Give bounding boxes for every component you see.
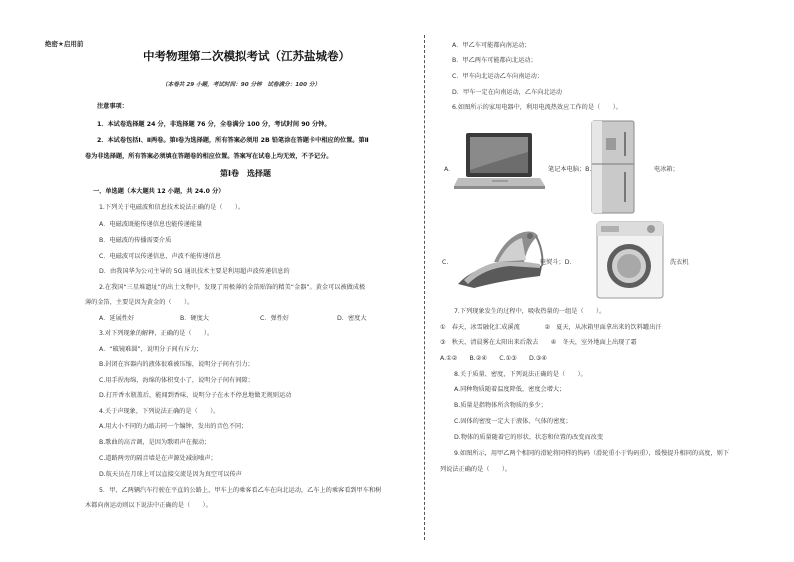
q8-option-c: C.固体的密度一定大于液体、气体的密度； (454, 418, 572, 425)
q8-option-b: B.质量是指物体所含物质的多少； (454, 402, 547, 409)
q7-stem: 7.下列现象发生的过程中，吸收热量的一组是（ ）。 (454, 308, 606, 315)
part-heading: 一、单选题（本大题共 12 小题，共 24.0 分） (93, 188, 225, 195)
q8-stem: 8.关于质量、密度，下列说法正确的是（ ）。 (454, 371, 587, 378)
q2-stem-line2: 薄的金箔，主要是因为黄金的（ ）。 (85, 299, 194, 306)
q4-option-c: C.道路两旁的隔音墙是在声源处减弱噪声； (99, 455, 217, 462)
laptop-image (454, 130, 546, 194)
washing-machine-image (595, 220, 665, 300)
q1-option-b: B．电磁波的传播需要介质 (99, 237, 172, 244)
q5-option-d: D．甲车一定在向南运动，乙车向北运动 (452, 89, 562, 96)
notes-heading: 注意事项： (97, 103, 128, 110)
q1-option-a: A．电磁波既能传递信息也能传递能量 (99, 221, 203, 228)
q2-stem-line1: 2.在我国“三星堆遗址”的出土文物中，发现了用极薄的金箔贴饰的精美“金器”。黄金可以被做成极 (99, 284, 366, 291)
q1-stem: 1.下列关于电磁波和信息技术说法正确的是（ ）。 (99, 204, 245, 211)
q7-item-1-2: ① 春天，冰雪融化汇成溪流 ② 夏天，从冰箱里面拿出来的饮料罐出汗 (440, 324, 662, 331)
q2-option-c: C．弹性好 (260, 315, 290, 322)
q4-option-d: D.航天员在月球上可以直接交流是因为真空可以传声 (99, 471, 242, 478)
q1-option-d: D．由我国华为公司主导的 5G 通讯技术主要是利用超声波传递信息的 (99, 268, 290, 275)
exam-subtitle: （本卷共 29 小题，考试时间：90 分钟 试卷满分：100 分） (162, 82, 321, 88)
q2-option-a: A．延展性好 (99, 315, 135, 322)
secret-label: 绝密★启用前 (45, 40, 84, 48)
q4-stem: 4.关于声现象，下列说法正确的是（ ）。 (99, 408, 220, 415)
note-2b: 卷为非选择题，所有答案必须填在答题卷的相应位置。答案写在试卷上均无效，不予记分。 (85, 153, 333, 160)
iron-image (454, 222, 546, 294)
q6-label-a: A. (444, 166, 451, 173)
q8-option-d: D.物体的质量随着它的形状、状态和位置的改变而改变 (454, 434, 604, 441)
q9-stem-line1: 9.如图所示，用甲乙两个相同的滑轮将同样的钩码（滑轮重小于钩码重），缓慢提升相同的高度，则下 (454, 450, 730, 457)
note-2a: 2．本试卷包括Ⅰ、Ⅱ两卷。第Ⅰ卷为选择题，所有答案必须用 2B 铅笔涂在答题卡中相应的位置。第Ⅱ (97, 137, 369, 144)
q7-options: A.①② B.②④ C.①③ D.③④ (440, 355, 547, 362)
q5-option-b: B．甲乙两车可能都向北运动； (452, 57, 537, 64)
q6-label-c: C. (442, 259, 449, 266)
q5-stem-line1: 5．甲、乙两辆汽车行驶在平直的公路上，甲车上的乘客看乙车在向北运动，乙车上的乘客看到甲车和树 (99, 487, 382, 494)
q6-label-washer: 洗衣机 (670, 259, 689, 266)
q3-option-c: C.用手捏海绵，海绵的体积变小了，说明分子间有间隙； (99, 377, 254, 384)
section-title: 第Ⅰ卷 选择题 (220, 169, 271, 178)
q5-stem-line2: 木都向南运动则以下说法中正确的是（ ）。 (85, 502, 212, 509)
q3-option-b: B.封闭在容器内的液体很难被压缩，说明分子间有引力； (99, 361, 254, 368)
q3-option-a: A．“破镜难圆”，说明分子间有斥力； (99, 346, 203, 353)
q6-label-fridge: 电冰箱； (654, 166, 679, 173)
q2-option-d: D．密度大 (337, 315, 367, 322)
q8-option-a: A.同种物质随着温度降低，密度会增大； (454, 386, 566, 393)
q6-stem: 6.如图所示的家用电器中，利用电流热效应工作的是（ ）。 (452, 104, 622, 111)
q3-stem: 3.对下列现象的解释，正确的是（ ）。 (99, 330, 214, 337)
q6-label-laptop: 笔记本电脑；B. (548, 166, 592, 173)
q5-option-a: A．甲乙车可能都向南运动； (452, 42, 531, 49)
q7-item-3-4: ③ 秋天，清晨雾在太阳出来后散去 ④ 冬天，室外地面上出现了霜 (440, 339, 637, 346)
q1-option-c: C．电磁波可以传递信息，声波不能传递信息 (99, 253, 221, 260)
q2-option-b: B．硬度大 (180, 315, 209, 322)
exam-title: 中考物理第二次模拟考试（江苏盐城卷） (143, 49, 350, 63)
refrigerator-image (590, 120, 636, 216)
note-1: 1．本试卷选择题 24 分，非选择题 76 分，全卷满分 100 分，考试时间 90 分钟。 (97, 121, 331, 128)
q3-option-d: D.打开香水瓶盖后，能闻到香味，说明分子在永不停息地做无规则运动 (99, 392, 292, 399)
q9-stem-line2: 列说法正确的是（ ）。 (440, 466, 512, 473)
q4-option-b: B.歌曲的高音调，是因为歌唱声在振动； (99, 439, 211, 446)
q6-label-iron: 电熨斗；D. (540, 259, 572, 266)
column-divider (424, 35, 425, 540)
q5-option-c: C．甲车向北运动乙车向南运动； (452, 73, 543, 80)
q4-option-a: A.用大小不同的力敲击同一个编钟，发出的音色不同； (99, 423, 248, 430)
